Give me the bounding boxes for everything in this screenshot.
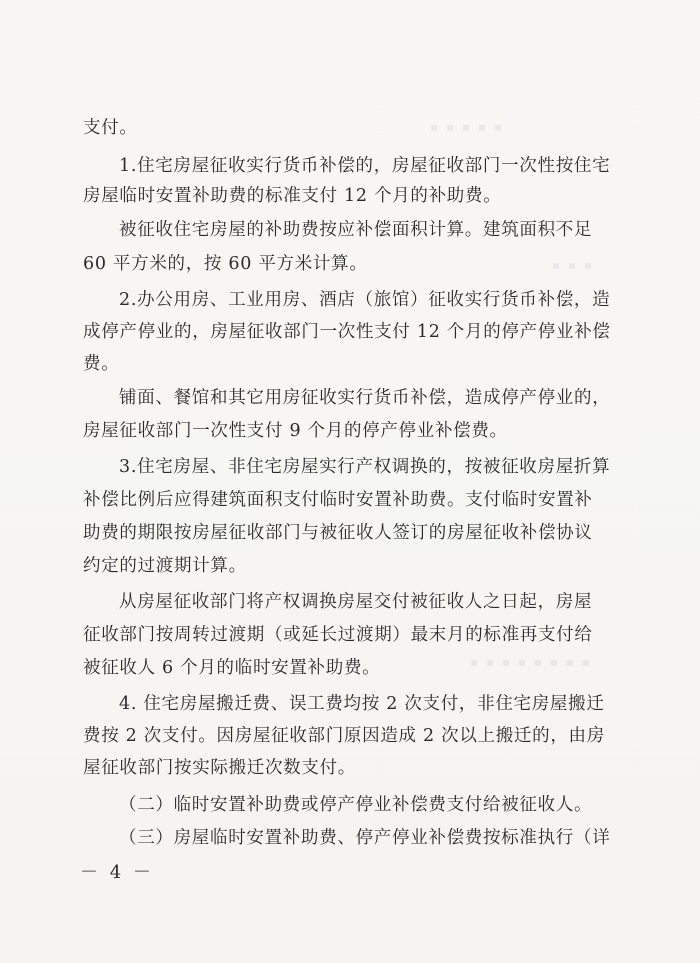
text-line: 成停产停业的，房屋征收部门一次性支付 12 个月的停产停业补偿 bbox=[83, 322, 611, 342]
text-line: 4. 住宅房屋搬迁费、误工费均按 2 次支付，非住宅房屋搬迁 bbox=[119, 694, 605, 714]
text-line: 1.住宅房屋征收实行货币补偿的，房屋征收部门一次性按住宅 bbox=[119, 156, 611, 176]
text-line: 被征收住宅房屋的补助费按应补偿面积计算。建筑面积不足 bbox=[119, 220, 593, 240]
text-line: 被征收人 6 个月的临时安置补助费。 bbox=[83, 658, 381, 678]
text-line: 征收部门按周转过渡期（或延长过渡期）最末月的标准再支付给 bbox=[83, 625, 593, 645]
text-line: （二）临时安置补助费或停产停业补偿费支付给被征收人。 bbox=[119, 795, 593, 815]
text-line: 约定的过渡期计算。 bbox=[83, 556, 247, 576]
text-line: （三）房屋临时安置补助费、停产停业补偿费按标准执行（详 bbox=[119, 828, 611, 848]
text-line: 助费的期限按房屋征收部门与被征收人签订的房屋征收补偿协议 bbox=[83, 523, 593, 543]
text-line: 房屋征收部门一次性支付 9 个月的停产停业补偿费。 bbox=[83, 421, 508, 441]
text-line: 2.办公用房、工业用房、酒店（旅馆）征收实行货币补偿，造 bbox=[119, 290, 611, 310]
bleed-through-mark: ▪ ▪ ▪ ▪ ▪ ▪ ▪ ▪ bbox=[470, 655, 592, 669]
text-line: 铺面、餐馆和其它用房征收实行货币补偿，造成停产停业的， bbox=[119, 388, 611, 408]
text-line: 费按 2 次支付。因房屋征收部门原因造成 2 次以上搬迁的，由房 bbox=[83, 726, 605, 746]
text-line: 补偿比例后应得建筑面积支付临时安置补助费。支付临时安置补 bbox=[83, 490, 593, 510]
text-line: 屋征收部门按实际搬迁次数支付。 bbox=[83, 758, 356, 778]
page-number: － 4 － bbox=[80, 862, 154, 883]
bleed-through-mark: ▪ ▪ ▪ ▪ ▪ bbox=[430, 120, 504, 134]
text-line: 费。 bbox=[83, 354, 120, 374]
bleed-through-mark: ▪ ▪ ▪ bbox=[552, 258, 595, 272]
text-line: 60 平方米的，按 60 平方米计算。 bbox=[83, 254, 368, 274]
text-line: 从房屋征收部门将产权调换房屋交付被征收人之日起，房屋 bbox=[119, 592, 593, 612]
text-line: 支付。 bbox=[83, 118, 138, 138]
text-line: 3.住宅房屋、非住宅房屋实行产权调换的，按被征收房屋折算 bbox=[119, 457, 611, 477]
text-line: 房屋临时安置补助费的标准支付 12 个月的补助费。 bbox=[83, 186, 502, 206]
